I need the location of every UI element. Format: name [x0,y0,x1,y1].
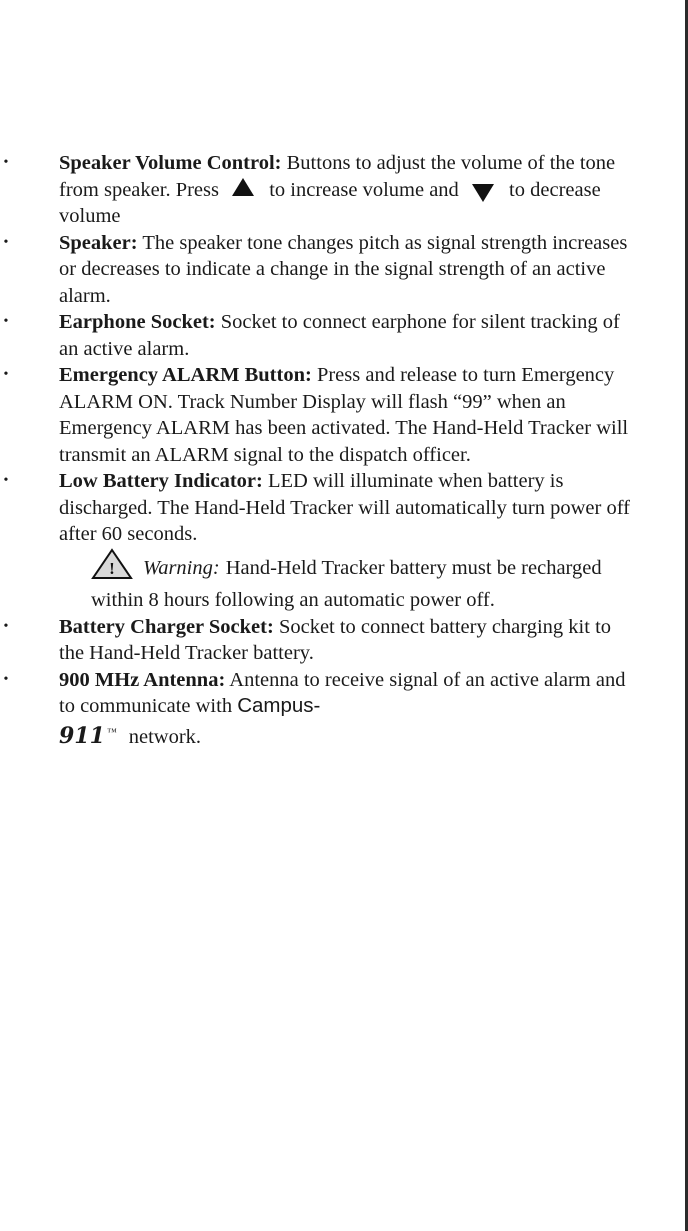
brand-name: Campus- [237,694,321,717]
bullet: • [3,234,9,250]
trademark-symbol: ™ [106,726,117,738]
bullet: • [3,473,9,488]
item-term: 900 MHz Antenna: [59,668,226,691]
warning-icon-mark: ! [109,558,115,578]
item-term: Low Battery Indicator: [59,470,263,492]
item-term: Speaker: [59,231,138,254]
list-item-speaker [0,230,640,310]
feature-list [0,150,640,750]
item-text: Buttons to adjust the volume of the tone from speaker. Press [59,152,616,201]
item-term: Emergency ALARM Button: [59,364,312,386]
item-text: LED will illuminate when battery is discharged. The Hand-Held Tracker will automatically turn power off after 60 seconds. [59,470,631,545]
list-item-900mhz-antenna [0,667,640,750]
list-item-speaker-volume-control [0,150,640,230]
item-text: Socket to connect battery charging kit to the Hand-Held Tracker battery. [59,615,612,664]
bullet: • [3,671,9,687]
item-text: to increase volume and [269,178,459,201]
bullet: • [3,367,9,382]
item-term: Battery Charger Socket: [59,615,274,638]
item-text: Socket to connect earphone for silent tracking of an active alarm. [59,311,620,360]
warning-text: Hand-Held Tracker battery must be recharged within 8 hours following an automatic power off. [91,556,602,611]
item-text: to decrease volume [59,178,601,227]
item-text: Antenna to receive signal of an active alarm and to communicate with [59,668,626,717]
item-text: Press and release to turn Emergency ALARM ON. Track Number Display will flash “99” when an Emergency ALARM has been activated. The Hand-Held Tracker will transmit an ALARM signal to the dispatch officer. [59,364,629,466]
item-text: The speaker tone changes pitch as signal strength increases or decreases to indicate a change in the signal strength of an active alarm. [59,231,628,307]
item-term: Earphone Socket: [59,311,216,333]
warning-label: Warning: [143,556,220,579]
bullet: • [3,155,9,170]
triangle-down-icon [472,184,494,202]
item-term: Speaker Volume Control: [59,152,282,174]
triangle-up-icon [232,178,254,196]
brand-number: 911 [59,722,105,749]
warning-note [59,548,640,614]
warning-icon [91,548,133,588]
item-text-end: network. [128,725,202,748]
bullet: • [3,314,9,329]
bullet: • [3,618,9,634]
list-item-low-battery-indicator [0,468,640,614]
list-item-earphone-socket [0,309,640,362]
list-item-emergency-alarm-button [0,362,640,468]
list-item-battery-charger-socket [0,614,640,667]
